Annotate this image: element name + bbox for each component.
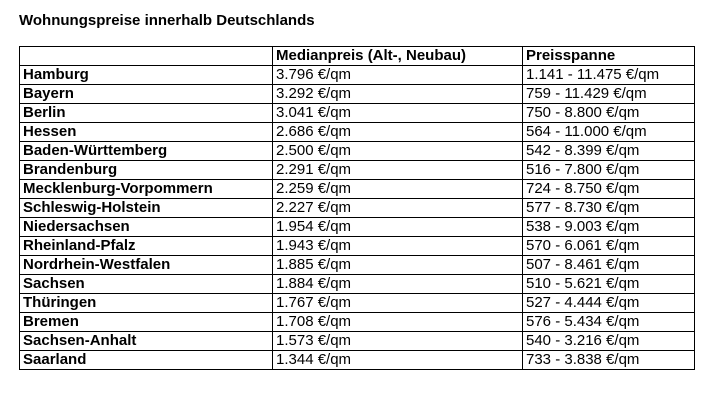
median-price-cell: 2.686 €/qm <box>273 123 523 142</box>
median-price-cell: 1.943 €/qm <box>273 237 523 256</box>
price-range-cell: 759 - 11.429 €/qm <box>523 85 695 104</box>
price-range-cell: 507 - 8.461 €/qm <box>523 256 695 275</box>
region-cell: Nordrhein-Westfalen <box>20 256 273 275</box>
region-cell: Rheinland-Pfalz <box>20 237 273 256</box>
table-row <box>20 142 695 161</box>
table-row <box>20 332 695 351</box>
region-cell: Bayern <box>20 85 273 104</box>
table-header-row <box>20 47 695 66</box>
price-range-cell: 538 - 9.003 €/qm <box>523 218 695 237</box>
median-price-cell: 2.500 €/qm <box>273 142 523 161</box>
median-price-cell: 3.292 €/qm <box>273 85 523 104</box>
median-price-cell: 1.885 €/qm <box>273 256 523 275</box>
median-price-cell: 1.884 €/qm <box>273 275 523 294</box>
table-row <box>20 66 695 85</box>
table-row <box>20 199 695 218</box>
table-row <box>20 123 695 142</box>
header-region <box>20 47 273 66</box>
region-cell: Schleswig-Holstein <box>20 199 273 218</box>
table-row <box>20 294 695 313</box>
table-row <box>20 237 695 256</box>
table-row <box>20 104 695 123</box>
price-range-cell: 564 - 11.000 €/qm <box>523 123 695 142</box>
header-price-range: Preisspanne <box>523 47 695 66</box>
table-row <box>20 180 695 199</box>
price-range-cell: 577 - 8.730 €/qm <box>523 199 695 218</box>
price-range-cell: 510 - 5.621 €/qm <box>523 275 695 294</box>
price-range-cell: 540 - 3.216 €/qm <box>523 332 695 351</box>
table-row <box>20 256 695 275</box>
region-cell: Berlin <box>20 104 273 123</box>
document-title: Wohnungspreise innerhalb Deutschlands <box>19 12 315 29</box>
table-row <box>20 313 695 332</box>
price-range-cell: 750 - 8.800 €/qm <box>523 104 695 123</box>
region-cell: Hamburg <box>20 66 273 85</box>
table-body <box>20 66 695 370</box>
region-cell: Brandenburg <box>20 161 273 180</box>
price-range-cell: 1.141 - 11.475 €/qm <box>523 66 695 85</box>
median-price-cell: 1.708 €/qm <box>273 313 523 332</box>
table-row <box>20 161 695 180</box>
median-price-cell: 2.259 €/qm <box>273 180 523 199</box>
region-cell: Sachsen <box>20 275 273 294</box>
region-cell: Thüringen <box>20 294 273 313</box>
header-median-price: Medianpreis (Alt-, Neubau) <box>273 47 523 66</box>
price-range-cell: 724 - 8.750 €/qm <box>523 180 695 199</box>
table-row <box>20 218 695 237</box>
price-range-cell: 516 - 7.800 €/qm <box>523 161 695 180</box>
region-cell: Bremen <box>20 313 273 332</box>
region-cell: Baden-Württemberg <box>20 142 273 161</box>
table-row <box>20 275 695 294</box>
table-row <box>20 351 695 370</box>
region-cell: Mecklenburg-Vorpommern <box>20 180 273 199</box>
region-cell: Saarland <box>20 351 273 370</box>
median-price-cell: 1.954 €/qm <box>273 218 523 237</box>
price-range-cell: 576 - 5.434 €/qm <box>523 313 695 332</box>
region-cell: Niedersachsen <box>20 218 273 237</box>
price-table <box>19 46 695 370</box>
price-range-cell: 527 - 4.444 €/qm <box>523 294 695 313</box>
region-cell: Sachsen-Anhalt <box>20 332 273 351</box>
median-price-cell: 2.227 €/qm <box>273 199 523 218</box>
median-price-cell: 3.041 €/qm <box>273 104 523 123</box>
price-range-cell: 733 - 3.838 €/qm <box>523 351 695 370</box>
median-price-cell: 1.767 €/qm <box>273 294 523 313</box>
region-cell: Hessen <box>20 123 273 142</box>
price-range-cell: 570 - 6.061 €/qm <box>523 237 695 256</box>
median-price-cell: 1.344 €/qm <box>273 351 523 370</box>
median-price-cell: 2.291 €/qm <box>273 161 523 180</box>
median-price-cell: 3.796 €/qm <box>273 66 523 85</box>
price-range-cell: 542 - 8.399 €/qm <box>523 142 695 161</box>
table-row <box>20 85 695 104</box>
median-price-cell: 1.573 €/qm <box>273 332 523 351</box>
